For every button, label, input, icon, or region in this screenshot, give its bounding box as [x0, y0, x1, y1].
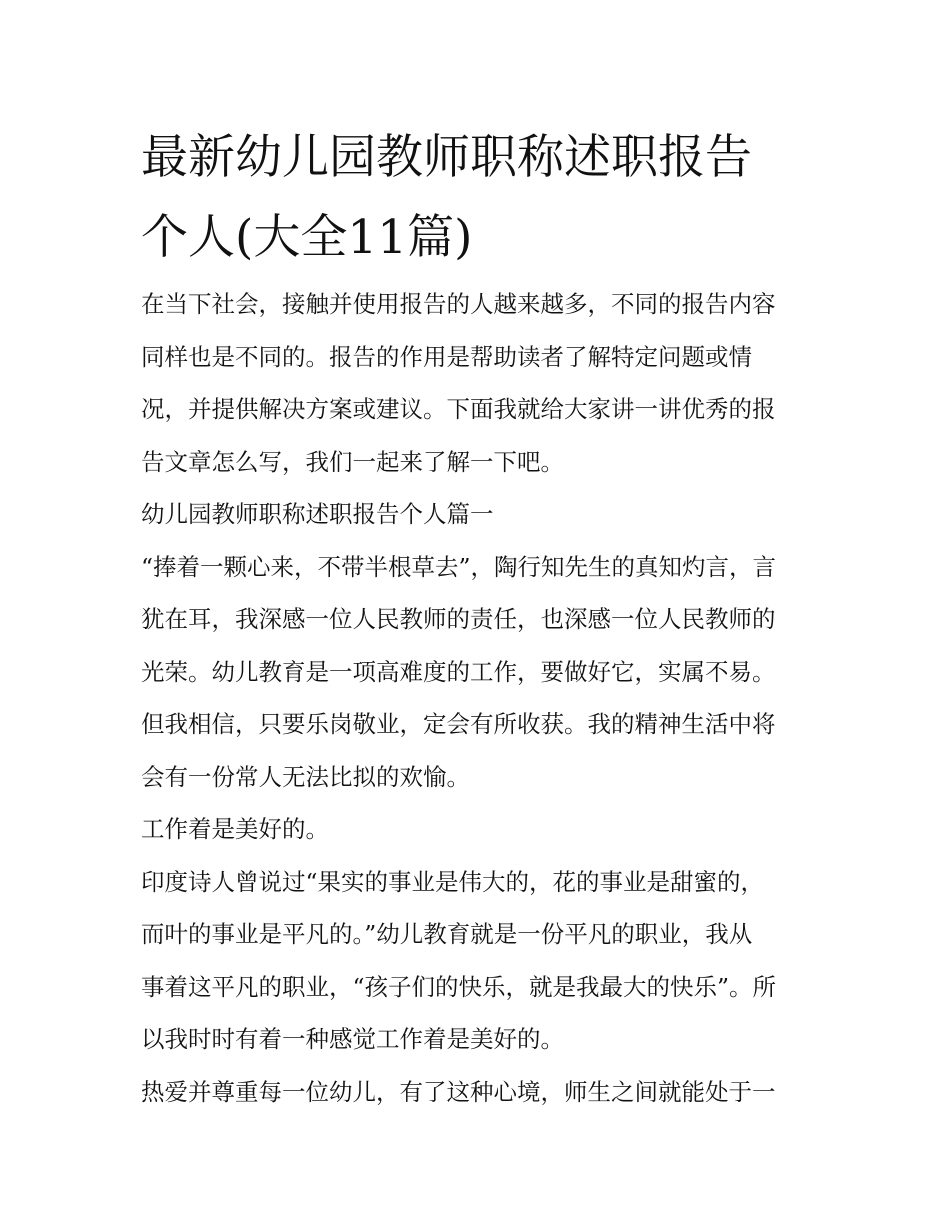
body-paragraph: “捧着一颗心来，不带半根草去”，陶行知先生的真知灼言，言 犹在耳，我深感一位人民教师的责任，也深感一位人民教师的 光荣。幼儿教育是一项高难度的工作，要做好它，实属不易。 但我相信，只要乐岗敬业，定会有所收获。我的精神生活中将 会有一份常人无法比拟的欢愉。 [141, 552, 777, 791]
body-paragraph: 热爱并尊重每一位幼儿，有了这种心境，师生之间就能处于一 [141, 1077, 776, 1106]
body-paragraph: 印度诗人曾说过“果实的事业是伟大的，花的事业是甜蜜的， 而叶的事业是平凡的。”幼儿教育就是一份平凡的职业，我从 事着这平凡的职业，“孩子们的快乐，就是我最大的快乐”。所 以我时时有着一种感觉工作着是美好的。 [141, 867, 777, 1053]
intro-paragraph: 在当下社会，接触并使用报告的人越来越多，不同的报告内容 同样也是不同的。报告的作用是帮助读者了解特定问题或情 况，并提供解决方案或建议。下面我就给大家讲一讲优秀的报 告文章怎么写，我们一起来了解一下吧。 [141, 290, 776, 476]
document-title: 最新幼儿园教师职称述职报告 个人(大全11篇) [141, 130, 752, 265]
section-heading: 幼儿园教师职称述职报告个人篇一 [141, 500, 494, 528]
body-paragraph: 工作着是美好的。 [141, 815, 329, 843]
paragraph-list [141, 278, 821, 1118]
document-body [141, 118, 821, 1118]
